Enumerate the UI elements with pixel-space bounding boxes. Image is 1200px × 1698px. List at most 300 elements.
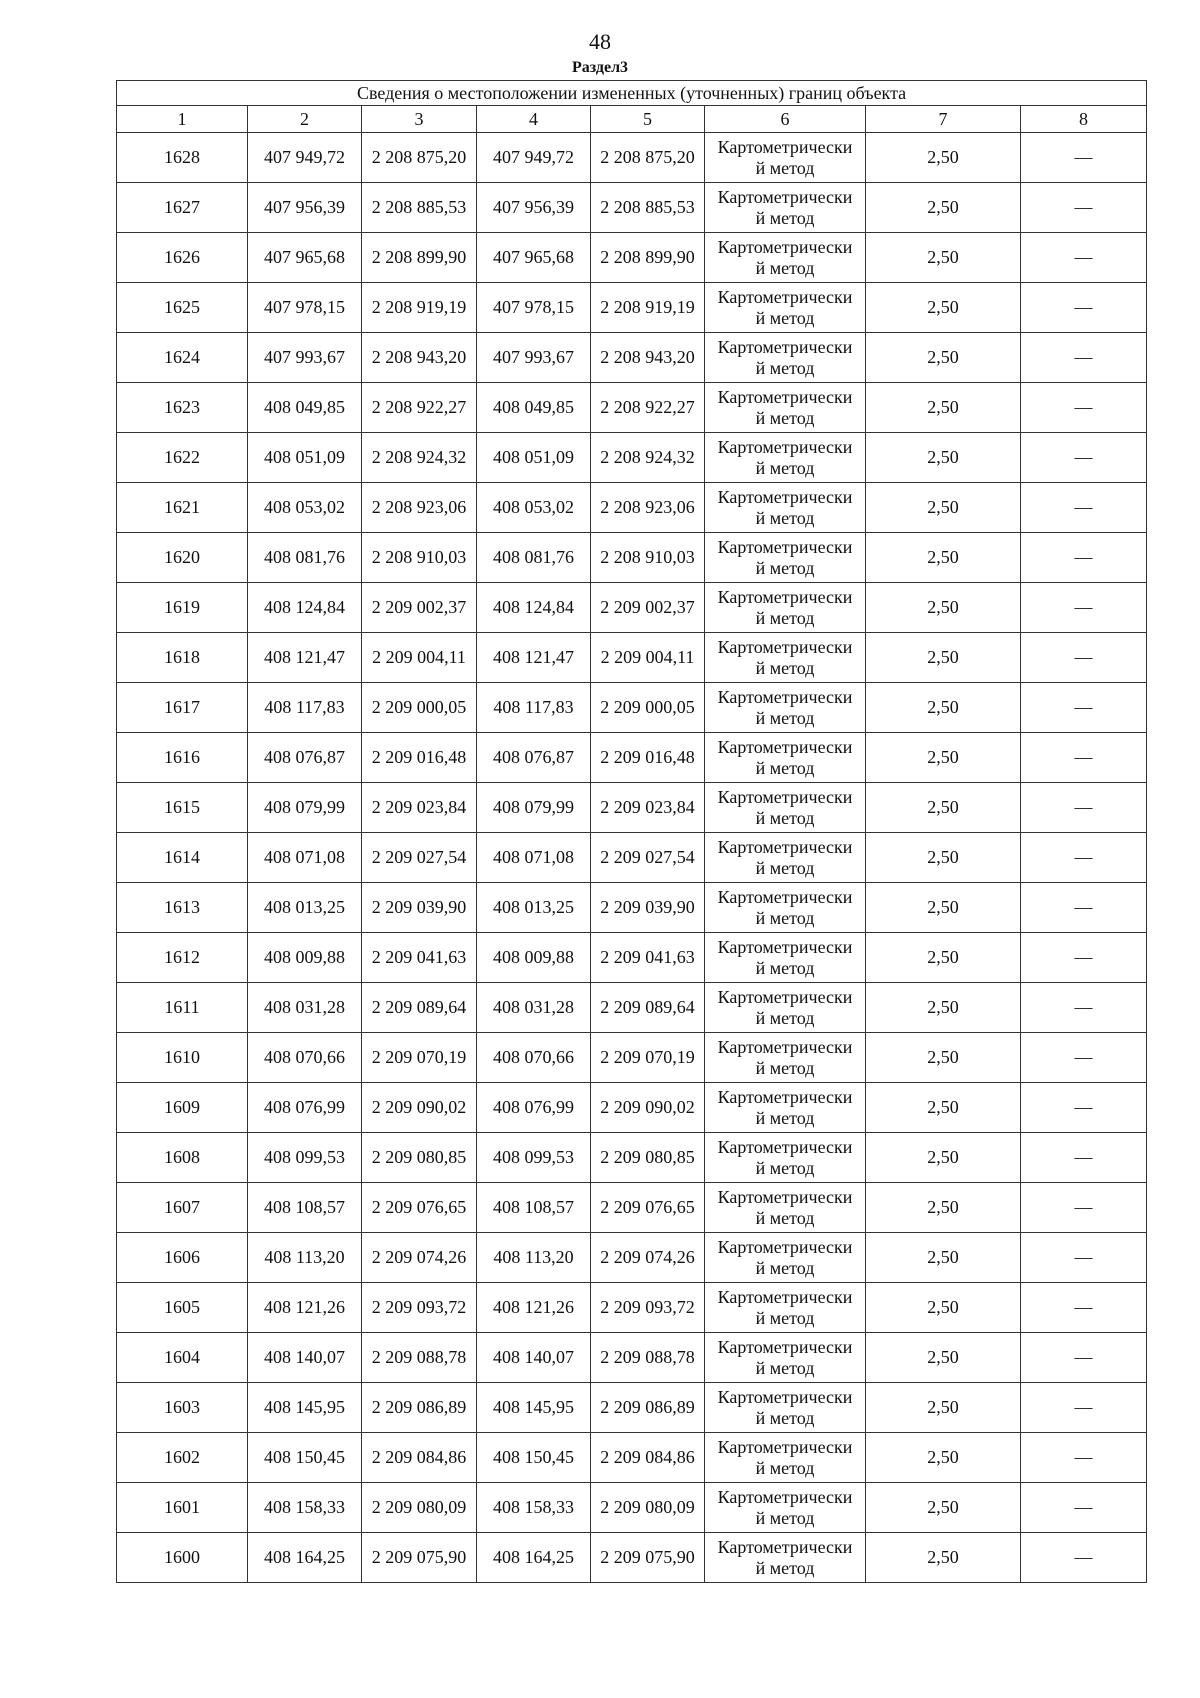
method-line: й метод — [755, 1507, 815, 1528]
method-line: Картометрически — [717, 736, 853, 757]
x-new-coordinate-cell: 407 993,67 — [477, 333, 591, 383]
dash-cell: — — [1021, 1183, 1147, 1233]
method-line: Картометрически — [717, 386, 853, 407]
page-number: 48 — [589, 29, 611, 54]
x-new-coordinate-cell: 408 031,28 — [477, 983, 591, 1033]
method-line: й метод — [755, 207, 815, 228]
y-coordinate-cell: 2 209 076,65 — [362, 1183, 477, 1233]
y-new-coordinate-cell: 2 209 080,09 — [591, 1483, 705, 1533]
y-new-coordinate-cell: 2 209 002,37 — [591, 583, 705, 633]
method-line: Картометрически — [717, 1286, 853, 1307]
table-row — [117, 833, 1147, 883]
method-line: й метод — [755, 407, 815, 428]
method-line: й метод — [755, 1157, 815, 1178]
method-line: Картометрически — [717, 1036, 853, 1057]
accuracy-cell: 2,50 — [866, 983, 1021, 1033]
x-new-coordinate-cell: 408 164,25 — [477, 1533, 591, 1583]
x-coordinate-cell: 408 113,20 — [248, 1233, 362, 1283]
y-new-coordinate-cell: 2 208 919,19 — [591, 283, 705, 333]
x-new-coordinate-cell: 408 113,20 — [477, 1233, 591, 1283]
y-coordinate-cell: 2 208 924,32 — [362, 433, 477, 483]
table-row — [117, 1533, 1147, 1583]
y-new-coordinate-cell: 2 209 080,85 — [591, 1133, 705, 1183]
table-row — [117, 1033, 1147, 1083]
method-line: й метод — [755, 757, 815, 778]
method-line: Картометрически — [717, 286, 853, 307]
dash-cell: — — [1021, 933, 1147, 983]
y-new-coordinate-cell: 2 208 924,32 — [591, 433, 705, 483]
y-new-coordinate-cell: 2 209 075,90 — [591, 1533, 705, 1583]
method-line: й метод — [755, 1057, 815, 1078]
x-coordinate-cell: 408 051,09 — [248, 433, 362, 483]
x-coordinate-cell: 408 108,57 — [248, 1183, 362, 1233]
x-new-coordinate-cell: 408 053,02 — [477, 483, 591, 533]
y-new-coordinate-cell: 2 209 016,48 — [591, 733, 705, 783]
point-number-cell: 1624 — [117, 333, 248, 383]
table-row — [117, 1483, 1147, 1533]
y-coordinate-cell: 2 209 027,54 — [362, 833, 477, 883]
dash-cell: — — [1021, 583, 1147, 633]
x-coordinate-cell: 408 117,83 — [248, 683, 362, 733]
x-new-coordinate-cell: 408 076,99 — [477, 1083, 591, 1133]
method-line: Картометрически — [717, 436, 853, 457]
y-coordinate-cell: 2 209 086,89 — [362, 1383, 477, 1433]
accuracy-cell: 2,50 — [866, 1183, 1021, 1233]
method-cell — [705, 583, 866, 633]
accuracy-cell: 2,50 — [866, 1133, 1021, 1183]
y-coordinate-cell: 2 208 922,27 — [362, 383, 477, 433]
method-line: Картометрически — [717, 486, 853, 507]
method-line: Картометрически — [717, 1386, 853, 1407]
y-coordinate-cell: 2 209 084,86 — [362, 1433, 477, 1483]
method-line: й метод — [755, 307, 815, 328]
x-coordinate-cell: 408 150,45 — [248, 1433, 362, 1483]
column-number: 6 — [705, 106, 866, 133]
x-new-coordinate-cell: 408 145,95 — [477, 1383, 591, 1433]
table-row — [117, 483, 1147, 533]
method-line: й метод — [755, 857, 815, 878]
dash-cell: — — [1021, 883, 1147, 933]
y-coordinate-cell: 2 208 943,20 — [362, 333, 477, 383]
x-coordinate-cell: 408 164,25 — [248, 1533, 362, 1583]
table-row — [117, 883, 1147, 933]
accuracy-cell: 2,50 — [866, 1283, 1021, 1333]
x-new-coordinate-cell: 408 117,83 — [477, 683, 591, 733]
method-line: Картометрически — [717, 1536, 853, 1557]
accuracy-cell: 2,50 — [866, 333, 1021, 383]
accuracy-cell: 2,50 — [866, 133, 1021, 183]
method-line: й метод — [755, 507, 815, 528]
method-line: й метод — [755, 257, 815, 278]
accuracy-cell: 2,50 — [866, 383, 1021, 433]
method-line: Картометрически — [717, 936, 853, 957]
method-cell — [705, 283, 866, 333]
x-coordinate-cell: 407 956,39 — [248, 183, 362, 233]
y-coordinate-cell: 2 209 039,90 — [362, 883, 477, 933]
y-new-coordinate-cell: 2 209 089,64 — [591, 983, 705, 1033]
y-new-coordinate-cell: 2 208 910,03 — [591, 533, 705, 583]
table-row — [117, 283, 1147, 333]
method-line: й метод — [755, 357, 815, 378]
y-new-coordinate-cell: 2 209 023,84 — [591, 783, 705, 833]
y-new-coordinate-cell: 2 209 076,65 — [591, 1183, 705, 1233]
method-line: Картометрически — [717, 686, 853, 707]
dash-cell: — — [1021, 1333, 1147, 1383]
accuracy-cell: 2,50 — [866, 283, 1021, 333]
point-number-cell: 1606 — [117, 1233, 248, 1283]
x-new-coordinate-cell: 408 081,76 — [477, 533, 591, 583]
accuracy-cell: 2,50 — [866, 1383, 1021, 1433]
method-cell — [705, 1133, 866, 1183]
method-line: Картометрически — [717, 986, 853, 1007]
point-number-cell: 1614 — [117, 833, 248, 883]
dash-cell: — — [1021, 1083, 1147, 1133]
method-line: Картометрически — [717, 136, 853, 157]
y-coordinate-cell: 2 209 080,09 — [362, 1483, 477, 1533]
dash-cell: — — [1021, 433, 1147, 483]
y-coordinate-cell: 2 209 004,11 — [362, 633, 477, 683]
table-row — [117, 783, 1147, 833]
y-new-coordinate-cell: 2 209 088,78 — [591, 1333, 705, 1383]
method-cell — [705, 733, 866, 783]
dash-cell: — — [1021, 1133, 1147, 1183]
method-cell — [705, 183, 866, 233]
x-new-coordinate-cell: 408 070,66 — [477, 1033, 591, 1083]
dash-cell: — — [1021, 233, 1147, 283]
method-line: Картометрически — [717, 1236, 853, 1257]
x-coordinate-cell: 408 079,99 — [248, 783, 362, 833]
x-coordinate-cell: 407 978,15 — [248, 283, 362, 333]
y-new-coordinate-cell: 2 209 093,72 — [591, 1283, 705, 1333]
column-number: 7 — [866, 106, 1021, 133]
method-line: Картометрически — [717, 1186, 853, 1207]
y-new-coordinate-cell: 2 209 004,11 — [591, 633, 705, 683]
accuracy-cell: 2,50 — [866, 733, 1021, 783]
x-new-coordinate-cell: 407 956,39 — [477, 183, 591, 233]
y-coordinate-cell: 2 209 023,84 — [362, 783, 477, 833]
method-line: Картометрически — [717, 636, 853, 657]
y-coordinate-cell: 2 209 000,05 — [362, 683, 477, 733]
method-line: Картометрически — [717, 836, 853, 857]
method-line: Картометрически — [717, 886, 853, 907]
x-coordinate-cell: 408 099,53 — [248, 1133, 362, 1183]
x-coordinate-cell: 408 013,25 — [248, 883, 362, 933]
x-new-coordinate-cell: 408 009,88 — [477, 933, 591, 983]
method-cell — [705, 433, 866, 483]
method-line: й метод — [755, 607, 815, 628]
y-new-coordinate-cell: 2 209 041,63 — [591, 933, 705, 983]
table-row — [117, 1333, 1147, 1383]
y-new-coordinate-cell: 2 209 084,86 — [591, 1433, 705, 1483]
point-number-cell: 1617 — [117, 683, 248, 733]
dash-cell: — — [1021, 733, 1147, 783]
y-coordinate-cell: 2 209 016,48 — [362, 733, 477, 783]
table-row — [117, 333, 1147, 383]
method-cell — [705, 883, 866, 933]
x-new-coordinate-cell: 408 108,57 — [477, 1183, 591, 1233]
x-new-coordinate-cell: 408 150,45 — [477, 1433, 591, 1483]
y-new-coordinate-cell: 2 208 875,20 — [591, 133, 705, 183]
dash-cell: — — [1021, 333, 1147, 383]
accuracy-cell: 2,50 — [866, 1533, 1021, 1583]
y-coordinate-cell: 2 209 090,02 — [362, 1083, 477, 1133]
method-cell — [705, 1333, 866, 1383]
table-caption: Сведения о местоположении измененных (уточненных) границ объекта — [117, 81, 1147, 106]
column-number: 1 — [117, 106, 248, 133]
x-coordinate-cell: 408 053,02 — [248, 483, 362, 533]
method-line: й метод — [755, 1457, 815, 1478]
y-new-coordinate-cell: 2 209 000,05 — [591, 683, 705, 733]
method-line: Картометрически — [717, 186, 853, 207]
method-line: Картометрически — [717, 1336, 853, 1357]
point-number-cell: 1604 — [117, 1333, 248, 1383]
point-number-cell: 1623 — [117, 383, 248, 433]
point-number-cell: 1600 — [117, 1533, 248, 1583]
y-coordinate-cell: 2 208 910,03 — [362, 533, 477, 583]
method-line: Картометрически — [717, 336, 853, 357]
x-new-coordinate-cell: 408 121,26 — [477, 1283, 591, 1333]
accuracy-cell: 2,50 — [866, 683, 1021, 733]
table-row — [117, 533, 1147, 583]
method-line: й метод — [755, 157, 815, 178]
y-coordinate-cell: 2 209 074,26 — [362, 1233, 477, 1283]
method-line: Картометрически — [717, 586, 853, 607]
method-cell — [705, 633, 866, 683]
accuracy-cell: 2,50 — [866, 783, 1021, 833]
dash-cell: — — [1021, 483, 1147, 533]
method-cell — [705, 483, 866, 533]
dash-cell: — — [1021, 1033, 1147, 1083]
point-number-cell: 1622 — [117, 433, 248, 483]
accuracy-cell: 2,50 — [866, 833, 1021, 883]
point-number-cell: 1625 — [117, 283, 248, 333]
method-line: й метод — [755, 557, 815, 578]
method-line: й метод — [755, 1407, 815, 1428]
method-line: й метод — [755, 1557, 815, 1578]
point-number-cell: 1616 — [117, 733, 248, 783]
y-coordinate-cell: 2 208 899,90 — [362, 233, 477, 283]
accuracy-cell: 2,50 — [866, 1333, 1021, 1383]
point-number-cell: 1619 — [117, 583, 248, 633]
dash-cell: — — [1021, 183, 1147, 233]
column-number: 2 — [248, 106, 362, 133]
accuracy-cell: 2,50 — [866, 433, 1021, 483]
method-cell — [705, 533, 866, 583]
point-number-cell: 1610 — [117, 1033, 248, 1083]
method-line: й метод — [755, 657, 815, 678]
point-number-cell: 1607 — [117, 1183, 248, 1233]
y-coordinate-cell: 2 209 075,90 — [362, 1533, 477, 1583]
dash-cell: — — [1021, 1483, 1147, 1533]
table-row — [117, 1183, 1147, 1233]
y-coordinate-cell: 2 209 002,37 — [362, 583, 477, 633]
y-coordinate-cell: 2 208 923,06 — [362, 483, 477, 533]
y-new-coordinate-cell: 2 209 086,89 — [591, 1383, 705, 1433]
method-cell — [705, 1433, 866, 1483]
point-number-cell: 1628 — [117, 133, 248, 183]
point-number-cell: 1627 — [117, 183, 248, 233]
caption-row — [117, 81, 1147, 106]
x-coordinate-cell: 408 070,66 — [248, 1033, 362, 1083]
point-number-cell: 1612 — [117, 933, 248, 983]
x-new-coordinate-cell: 408 049,85 — [477, 383, 591, 433]
method-line: й метод — [755, 1257, 815, 1278]
method-cell — [705, 1383, 866, 1433]
column-number: 5 — [591, 106, 705, 133]
dash-cell: — — [1021, 833, 1147, 883]
x-new-coordinate-cell: 407 978,15 — [477, 283, 591, 333]
section-title: Раздел3 — [571, 59, 629, 76]
column-number: 3 — [362, 106, 477, 133]
y-new-coordinate-cell: 2 208 899,90 — [591, 233, 705, 283]
x-new-coordinate-cell: 408 071,08 — [477, 833, 591, 883]
method-line: Картометрически — [717, 1436, 853, 1457]
x-new-coordinate-cell: 408 076,87 — [477, 733, 591, 783]
dash-cell: — — [1021, 533, 1147, 583]
method-line: Картометрически — [717, 536, 853, 557]
method-cell — [705, 783, 866, 833]
table-row — [117, 1383, 1147, 1433]
dash-cell: — — [1021, 1383, 1147, 1433]
method-line: Картометрически — [717, 1086, 853, 1107]
table-row — [117, 983, 1147, 1033]
x-coordinate-cell: 408 081,76 — [248, 533, 362, 583]
x-coordinate-cell: 408 140,07 — [248, 1333, 362, 1383]
column-number: 4 — [477, 106, 591, 133]
table-body — [117, 133, 1147, 1583]
y-coordinate-cell: 2 209 041,63 — [362, 933, 477, 983]
point-number-cell: 1621 — [117, 483, 248, 533]
y-new-coordinate-cell: 2 209 070,19 — [591, 1033, 705, 1083]
x-new-coordinate-cell: 408 121,47 — [477, 633, 591, 683]
accuracy-cell: 2,50 — [866, 1483, 1021, 1533]
method-line: й метод — [755, 1307, 815, 1328]
x-new-coordinate-cell: 407 965,68 — [477, 233, 591, 283]
method-cell — [705, 1533, 866, 1583]
dash-cell: — — [1021, 283, 1147, 333]
y-new-coordinate-cell: 2 209 074,26 — [591, 1233, 705, 1283]
y-coordinate-cell: 2 208 875,20 — [362, 133, 477, 183]
method-cell — [705, 1483, 866, 1533]
dash-cell: — — [1021, 1533, 1147, 1583]
x-new-coordinate-cell: 408 079,99 — [477, 783, 591, 833]
method-line: й метод — [755, 807, 815, 828]
x-new-coordinate-cell: 408 140,07 — [477, 1333, 591, 1383]
accuracy-cell: 2,50 — [866, 233, 1021, 283]
x-coordinate-cell: 408 121,26 — [248, 1283, 362, 1333]
table-row — [117, 1283, 1147, 1333]
table-row — [117, 733, 1147, 783]
table-row — [117, 933, 1147, 983]
x-coordinate-cell: 408 158,33 — [248, 1483, 362, 1533]
x-coordinate-cell: 408 009,88 — [248, 933, 362, 983]
table-row — [117, 433, 1147, 483]
y-coordinate-cell: 2 209 088,78 — [362, 1333, 477, 1383]
accuracy-cell: 2,50 — [866, 1033, 1021, 1083]
method-line: й метод — [755, 1007, 815, 1028]
x-coordinate-cell: 407 965,68 — [248, 233, 362, 283]
point-number-cell: 1608 — [117, 1133, 248, 1183]
accuracy-cell: 2,50 — [866, 1433, 1021, 1483]
dash-cell: — — [1021, 783, 1147, 833]
table-row — [117, 133, 1147, 183]
method-line: й метод — [755, 1207, 815, 1228]
x-new-coordinate-cell: 408 158,33 — [477, 1483, 591, 1533]
x-coordinate-cell: 407 993,67 — [248, 333, 362, 383]
method-line: Картометрически — [717, 1136, 853, 1157]
method-cell — [705, 683, 866, 733]
point-number-cell: 1615 — [117, 783, 248, 833]
method-cell — [705, 1033, 866, 1083]
x-new-coordinate-cell: 408 124,84 — [477, 583, 591, 633]
method-cell — [705, 383, 866, 433]
table-row — [117, 583, 1147, 633]
table-row — [117, 1133, 1147, 1183]
accuracy-cell: 2,50 — [866, 633, 1021, 683]
accuracy-cell: 2,50 — [866, 883, 1021, 933]
method-cell — [705, 1283, 866, 1333]
y-new-coordinate-cell: 2 208 943,20 — [591, 333, 705, 383]
x-coordinate-cell: 408 145,95 — [248, 1383, 362, 1433]
point-number-cell: 1611 — [117, 983, 248, 1033]
method-cell — [705, 1183, 866, 1233]
table-row — [117, 683, 1147, 733]
y-new-coordinate-cell: 2 209 039,90 — [591, 883, 705, 933]
accuracy-cell: 2,50 — [866, 583, 1021, 633]
method-line: Картометрически — [717, 786, 853, 807]
method-line: й метод — [755, 1357, 815, 1378]
x-new-coordinate-cell: 407 949,72 — [477, 133, 591, 183]
point-number-cell: 1618 — [117, 633, 248, 683]
point-number-cell: 1603 — [117, 1383, 248, 1433]
x-coordinate-cell: 408 076,99 — [248, 1083, 362, 1133]
table-row — [117, 233, 1147, 283]
x-new-coordinate-cell: 408 051,09 — [477, 433, 591, 483]
method-cell — [705, 133, 866, 183]
method-line: й метод — [755, 707, 815, 728]
x-coordinate-cell: 408 071,08 — [248, 833, 362, 883]
dash-cell: — — [1021, 383, 1147, 433]
x-coordinate-cell: 408 049,85 — [248, 383, 362, 433]
y-new-coordinate-cell: 2 209 090,02 — [591, 1083, 705, 1133]
point-number-cell: 1602 — [117, 1433, 248, 1483]
x-new-coordinate-cell: 408 099,53 — [477, 1133, 591, 1183]
accuracy-cell: 2,50 — [866, 533, 1021, 583]
method-cell — [705, 233, 866, 283]
method-line: й метод — [755, 957, 815, 978]
method-cell — [705, 333, 866, 383]
method-cell — [705, 1083, 866, 1133]
table-row — [117, 383, 1147, 433]
method-line: й метод — [755, 907, 815, 928]
method-line: Картометрически — [717, 1486, 853, 1507]
point-number-cell: 1620 — [117, 533, 248, 583]
point-number-cell: 1601 — [117, 1483, 248, 1533]
dash-cell: — — [1021, 1433, 1147, 1483]
table-row — [117, 1233, 1147, 1283]
x-coordinate-cell: 408 124,84 — [248, 583, 362, 633]
method-line: Картометрически — [717, 236, 853, 257]
y-coordinate-cell: 2 209 093,72 — [362, 1283, 477, 1333]
dash-cell: — — [1021, 133, 1147, 183]
method-cell — [705, 933, 866, 983]
point-number-cell: 1626 — [117, 233, 248, 283]
accuracy-cell: 2,50 — [866, 183, 1021, 233]
method-cell — [705, 1233, 866, 1283]
x-coordinate-cell: 407 949,72 — [248, 133, 362, 183]
table-row — [117, 1083, 1147, 1133]
x-coordinate-cell: 408 031,28 — [248, 983, 362, 1033]
